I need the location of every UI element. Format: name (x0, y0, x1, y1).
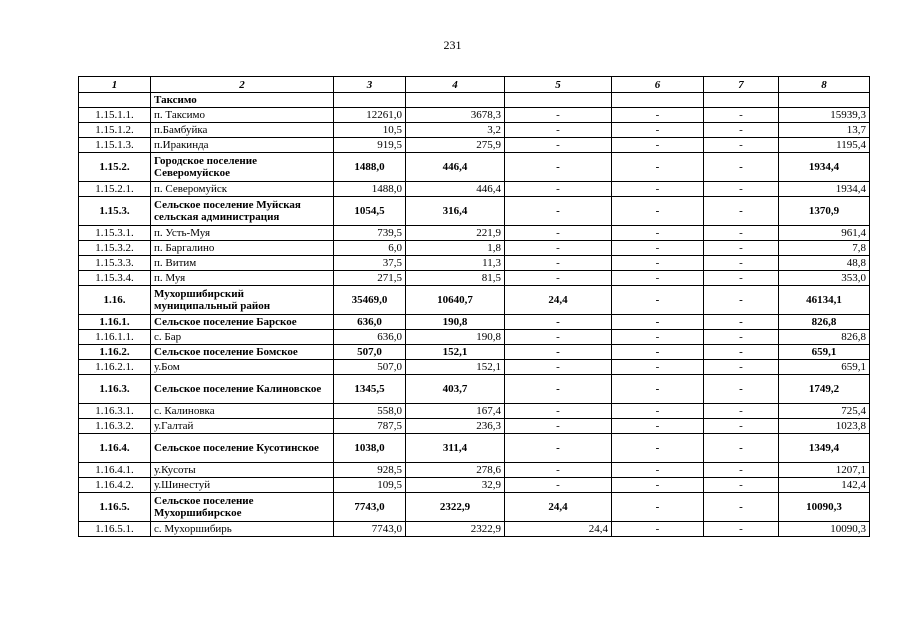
col-3-value: 919,5 (334, 138, 406, 153)
row-name: п. Таксимо (151, 108, 334, 123)
row-code: 1.15.1.2. (79, 123, 151, 138)
col-7-value: - (704, 123, 779, 138)
row-code: 1.15.1.3. (79, 138, 151, 153)
col-6-value: - (612, 123, 704, 138)
col-4-value: 3,2 (406, 123, 505, 138)
col-6-value: - (612, 478, 704, 493)
col-3-value: 12261,0 (334, 108, 406, 123)
col-5-value: - (505, 108, 612, 123)
col-3-value: 787,5 (334, 419, 406, 434)
col-4-value: 3678,3 (406, 108, 505, 123)
row-name: Мухоршибирский муниципальный район (151, 286, 334, 315)
row-code: 1.16.3.1. (79, 404, 151, 419)
row-name: с. Калиновка (151, 404, 334, 419)
table-body (79, 93, 870, 537)
row-code: 1.15.3.2. (79, 241, 151, 256)
row-code: 1.15.2.1. (79, 182, 151, 197)
row-name: Сельское поселение Муйская сельская администрация (151, 197, 334, 226)
col-3-value: 1038,0 (334, 434, 406, 463)
col-8-value: 10090,3 (779, 493, 870, 522)
col-4-value: 1,8 (406, 241, 505, 256)
col-3-value: 928,5 (334, 463, 406, 478)
row-code: 1.15.3. (79, 197, 151, 226)
col-8-value: 1349,4 (779, 434, 870, 463)
col-7-value: - (704, 404, 779, 419)
col-7-value: - (704, 256, 779, 271)
column-header: 4 (406, 77, 505, 93)
col-8-value: 1370,9 (779, 197, 870, 226)
col-7-value: - (704, 419, 779, 434)
col-8-value: 1934,4 (779, 153, 870, 182)
col-8-value: 1749,2 (779, 375, 870, 404)
table-row (79, 286, 870, 315)
row-code: 1.16.3.2. (79, 419, 151, 434)
table-row (79, 345, 870, 360)
col-5-value: - (505, 256, 612, 271)
col-4-value: 2322,9 (406, 522, 505, 537)
row-name: у.Кусоты (151, 463, 334, 478)
col-6-value: - (612, 493, 704, 522)
col-6-value: - (612, 256, 704, 271)
col-8-value: 1207,1 (779, 463, 870, 478)
row-name: Городское поселение Северомуйское (151, 153, 334, 182)
row-name: п. Витим (151, 256, 334, 271)
col-6-value: - (612, 419, 704, 434)
col-5-value: - (505, 271, 612, 286)
table-row (79, 434, 870, 463)
col-3-value: 507,0 (334, 345, 406, 360)
col-4-value (406, 93, 505, 108)
col-5-value: - (505, 434, 612, 463)
col-3-value: 35469,0 (334, 286, 406, 315)
col-8-value: 826,8 (779, 330, 870, 345)
column-header: 7 (704, 77, 779, 93)
col-4-value: 446,4 (406, 182, 505, 197)
row-code: 1.16.4.2. (79, 478, 151, 493)
row-name: у.Шинестуй (151, 478, 334, 493)
table-row (79, 182, 870, 197)
data-table (78, 76, 870, 537)
table-row (79, 241, 870, 256)
row-name: с. Мухоршибирь (151, 522, 334, 537)
row-code: 1.16.3. (79, 375, 151, 404)
col-6-value: - (612, 286, 704, 315)
col-4-value: 2322,9 (406, 493, 505, 522)
col-8-value: 353,0 (779, 271, 870, 286)
col-8-value: 10090,3 (779, 522, 870, 537)
table-row (79, 138, 870, 153)
col-3-value: 1488,0 (334, 153, 406, 182)
col-4-value: 81,5 (406, 271, 505, 286)
col-4-value: 10640,7 (406, 286, 505, 315)
col-8-value: 15939,3 (779, 108, 870, 123)
col-6-value: - (612, 182, 704, 197)
row-name: Сельское поселение Бомское (151, 345, 334, 360)
col-5-value: 24,4 (505, 493, 612, 522)
row-name: п. Муя (151, 271, 334, 286)
col-5-value: - (505, 463, 612, 478)
row-name: Сельское поселение Барское (151, 315, 334, 330)
col-5-value: 24,4 (505, 286, 612, 315)
col-6-value: - (612, 345, 704, 360)
col-5-value: - (505, 241, 612, 256)
col-6-value: - (612, 271, 704, 286)
col-7-value: - (704, 463, 779, 478)
col-4-value: 236,3 (406, 419, 505, 434)
col-3-value: 1054,5 (334, 197, 406, 226)
col-6-value: - (612, 434, 704, 463)
row-name: п. Усть-Муя (151, 226, 334, 241)
col-5-value: - (505, 419, 612, 434)
col-3-value: 109,5 (334, 478, 406, 493)
column-header: 1 (79, 77, 151, 93)
table-row (79, 93, 870, 108)
col-3-value: 7743,0 (334, 493, 406, 522)
col-6-value: - (612, 138, 704, 153)
col-3-value (334, 93, 406, 108)
col-6-value: - (612, 226, 704, 241)
col-8-value: 1023,8 (779, 419, 870, 434)
col-7-value: - (704, 360, 779, 375)
table-row (79, 315, 870, 330)
table-row (79, 271, 870, 286)
col-8-value: 961,4 (779, 226, 870, 241)
col-5-value: - (505, 182, 612, 197)
col-7-value: - (704, 197, 779, 226)
col-3-value: 37,5 (334, 256, 406, 271)
row-code: 1.15.3.1. (79, 226, 151, 241)
col-5-value: - (505, 197, 612, 226)
col-6-value: - (612, 315, 704, 330)
row-name: Сельское поселение Калиновское (151, 375, 334, 404)
table-row (79, 478, 870, 493)
col-4-value: 275,9 (406, 138, 505, 153)
col-3-value: 271,5 (334, 271, 406, 286)
row-code: 1.16.1. (79, 315, 151, 330)
row-name: п. Северомуйск (151, 182, 334, 197)
col-5-value: - (505, 360, 612, 375)
col-6-value: - (612, 330, 704, 345)
col-6-value: - (612, 463, 704, 478)
col-4-value: 167,4 (406, 404, 505, 419)
table-row (79, 197, 870, 226)
column-header: 8 (779, 77, 870, 93)
col-3-value: 7743,0 (334, 522, 406, 537)
col-6-value (612, 93, 704, 108)
row-name: у.Галтай (151, 419, 334, 434)
col-7-value: - (704, 108, 779, 123)
table-row (79, 375, 870, 404)
table-row (79, 330, 870, 345)
header-row (79, 77, 870, 93)
table-row (79, 153, 870, 182)
col-6-value: - (612, 241, 704, 256)
col-5-value: - (505, 375, 612, 404)
col-4-value: 311,4 (406, 434, 505, 463)
row-code: 1.16.2.1. (79, 360, 151, 375)
table-row (79, 226, 870, 241)
col-4-value: 32,9 (406, 478, 505, 493)
col-3-value: 558,0 (334, 404, 406, 419)
col-8-value: 13,7 (779, 123, 870, 138)
col-3-value: 636,0 (334, 330, 406, 345)
col-5-value: - (505, 478, 612, 493)
table-row (79, 419, 870, 434)
col-3-value: 6,0 (334, 241, 406, 256)
col-3-value: 1488,0 (334, 182, 406, 197)
col-8-value: 659,1 (779, 360, 870, 375)
row-code: 1.15.3.4. (79, 271, 151, 286)
row-code: 1.15.1.1. (79, 108, 151, 123)
col-5-value (505, 93, 612, 108)
col-4-value: 446,4 (406, 153, 505, 182)
col-8-value: 659,1 (779, 345, 870, 360)
col-7-value: - (704, 478, 779, 493)
col-3-value: 739,5 (334, 226, 406, 241)
col-5-value: - (505, 345, 612, 360)
table-row (79, 493, 870, 522)
row-code (79, 93, 151, 108)
row-code: 1.16. (79, 286, 151, 315)
col-5-value: - (505, 404, 612, 419)
row-code: 1.16.4.1. (79, 463, 151, 478)
col-5-value: - (505, 315, 612, 330)
table-row (79, 256, 870, 271)
col-8-value: 1934,4 (779, 182, 870, 197)
col-6-value: - (612, 522, 704, 537)
col-8-value: 725,4 (779, 404, 870, 419)
col-7-value: - (704, 241, 779, 256)
col-8-value: 48,8 (779, 256, 870, 271)
col-4-value: 190,8 (406, 315, 505, 330)
col-4-value: 152,1 (406, 360, 505, 375)
col-7-value: - (704, 345, 779, 360)
col-6-value: - (612, 375, 704, 404)
col-5-value: - (505, 123, 612, 138)
col-7-value (704, 93, 779, 108)
row-name: Сельское поселение Мухоршибирское (151, 493, 334, 522)
col-4-value: 190,8 (406, 330, 505, 345)
col-7-value: - (704, 522, 779, 537)
col-6-value: - (612, 404, 704, 419)
col-7-value: - (704, 153, 779, 182)
row-name: у.Бом (151, 360, 334, 375)
col-4-value: 221,9 (406, 226, 505, 241)
col-5-value: - (505, 330, 612, 345)
table-row (79, 463, 870, 478)
col-8-value: 142,4 (779, 478, 870, 493)
row-name: Таксимо (151, 93, 334, 108)
column-header: 2 (151, 77, 334, 93)
row-code: 1.16.1.1. (79, 330, 151, 345)
col-8-value: 7,8 (779, 241, 870, 256)
col-7-value: - (704, 271, 779, 286)
col-7-value: - (704, 330, 779, 345)
col-7-value: - (704, 182, 779, 197)
col-6-value: - (612, 153, 704, 182)
row-code: 1.15.3.3. (79, 256, 151, 271)
row-name: п.Иракинда (151, 138, 334, 153)
column-header: 5 (505, 77, 612, 93)
col-4-value: 278,6 (406, 463, 505, 478)
row-code: 1.15.2. (79, 153, 151, 182)
col-7-value: - (704, 286, 779, 315)
page-number: 231 (443, 38, 462, 52)
column-header: 3 (334, 77, 406, 93)
col-4-value: 11,3 (406, 256, 505, 271)
table-row (79, 404, 870, 419)
col-7-value: - (704, 315, 779, 330)
row-name: с. Бар (151, 330, 334, 345)
table-row (79, 360, 870, 375)
row-code: 1.16.4. (79, 434, 151, 463)
col-4-value: 152,1 (406, 345, 505, 360)
col-6-value: - (612, 360, 704, 375)
col-7-value: - (704, 375, 779, 404)
col-7-value: - (704, 138, 779, 153)
row-name: п. Баргалино (151, 241, 334, 256)
row-name: п.Бамбуйка (151, 123, 334, 138)
col-6-value: - (612, 197, 704, 226)
row-code: 1.16.2. (79, 345, 151, 360)
col-8-value: 1195,4 (779, 138, 870, 153)
col-7-value: - (704, 434, 779, 463)
row-code: 1.16.5.1. (79, 522, 151, 537)
col-8-value: 826,8 (779, 315, 870, 330)
col-3-value: 1345,5 (334, 375, 406, 404)
row-name: Сельское поселение Кусотинское (151, 434, 334, 463)
col-5-value: - (505, 153, 612, 182)
col-3-value: 636,0 (334, 315, 406, 330)
col-3-value: 10,5 (334, 123, 406, 138)
column-header: 6 (612, 77, 704, 93)
table-row (79, 522, 870, 537)
col-5-value: - (505, 226, 612, 241)
col-3-value: 507,0 (334, 360, 406, 375)
col-7-value: - (704, 226, 779, 241)
table-row (79, 123, 870, 138)
col-5-value: - (505, 138, 612, 153)
row-code: 1.16.5. (79, 493, 151, 522)
col-6-value: - (612, 108, 704, 123)
col-4-value: 316,4 (406, 197, 505, 226)
col-8-value: 46134,1 (779, 286, 870, 315)
col-8-value (779, 93, 870, 108)
col-5-value: 24,4 (505, 522, 612, 537)
table-row (79, 108, 870, 123)
col-7-value: - (704, 493, 779, 522)
col-4-value: 403,7 (406, 375, 505, 404)
